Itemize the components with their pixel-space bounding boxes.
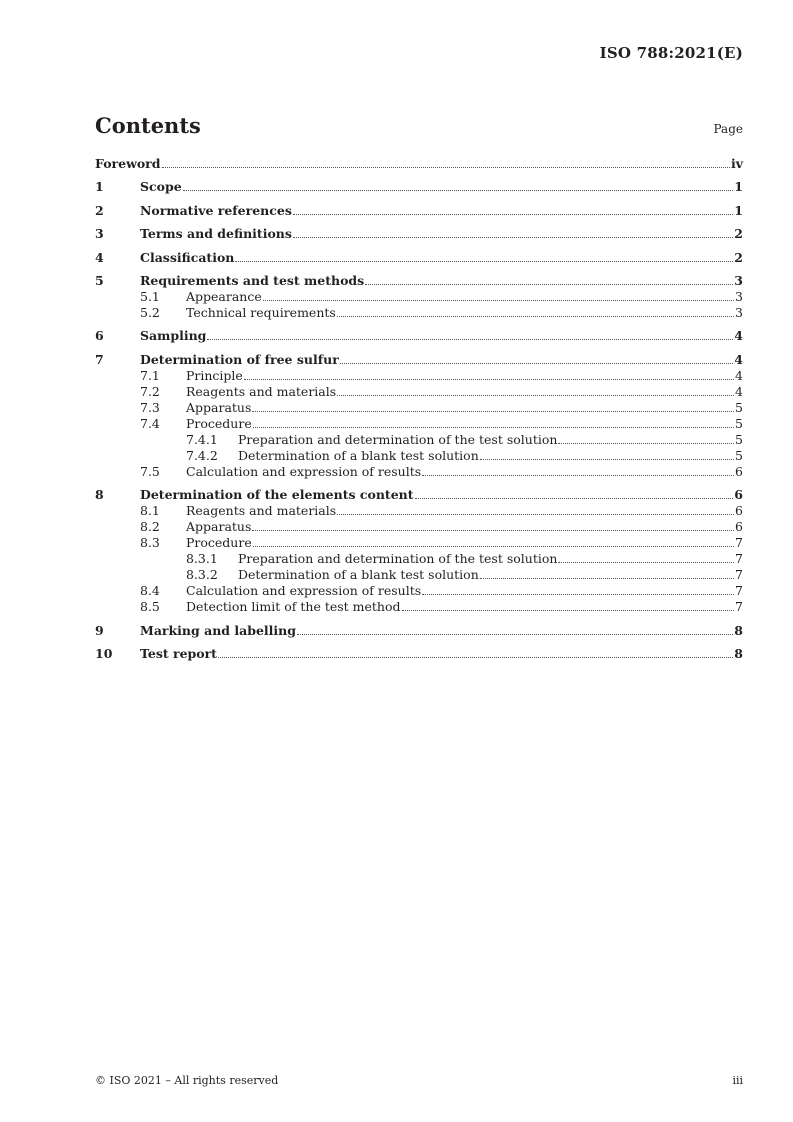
toc-entry-page: 4 bbox=[734, 328, 743, 344]
toc-entry-page: 6 bbox=[735, 503, 743, 519]
toc-entry-number: 7.4.1 bbox=[186, 431, 218, 447]
toc-entry-page: 7 bbox=[735, 599, 743, 615]
toc-dot-leader bbox=[365, 284, 733, 285]
toc-dot-leader bbox=[340, 363, 734, 364]
toc-entry-title: Classification bbox=[140, 249, 235, 265]
toc-entry-page: 7 bbox=[735, 567, 743, 583]
toc-dot-leader bbox=[558, 562, 734, 563]
toc-entry[interactable] bbox=[95, 448, 743, 464]
toc-entry-title: Determination of a blank test solution bbox=[238, 447, 479, 463]
table-of-contents bbox=[95, 156, 743, 662]
toc-entry-title: Reagents and materials bbox=[186, 383, 337, 399]
toc-dot-leader bbox=[252, 411, 734, 412]
toc-entry[interactable] bbox=[95, 551, 743, 567]
toc-dot-leader bbox=[558, 443, 734, 444]
toc-entry[interactable] bbox=[95, 583, 743, 599]
toc-entry-number: 8.3.2 bbox=[186, 567, 218, 583]
toc-entry-page: 1 bbox=[734, 202, 743, 218]
toc-entry[interactable] bbox=[95, 623, 743, 639]
toc-entry-number: 3 bbox=[95, 226, 104, 242]
toc-entry-page: 7 bbox=[735, 551, 743, 567]
toc-entry-number: 8.3.1 bbox=[186, 551, 218, 567]
toc-entry[interactable] bbox=[95, 416, 743, 432]
toc-entry-title: Foreword bbox=[95, 156, 161, 171]
toc-entry-number: 8.4 bbox=[140, 583, 160, 599]
toc-dot-leader bbox=[183, 190, 734, 191]
toc-entry-page: 7 bbox=[735, 583, 743, 599]
toc-entry-number: 7.5 bbox=[140, 463, 160, 479]
toc-entry[interactable] bbox=[95, 368, 743, 384]
toc-entry-page: 2 bbox=[734, 249, 743, 265]
toc-entry-title: Procedure bbox=[186, 535, 252, 551]
toc-entry[interactable] bbox=[95, 487, 743, 503]
toc-entry-page: 1 bbox=[734, 179, 743, 195]
toc-entry-number: 1 bbox=[95, 179, 104, 195]
toc-entry-number: 5.2 bbox=[140, 304, 160, 320]
toc-entry-page: 5 bbox=[735, 447, 743, 463]
toc-entry-number: 5 bbox=[95, 272, 104, 288]
toc-entry-title: Apparatus bbox=[186, 399, 252, 415]
toc-entry-title: Procedure bbox=[186, 415, 252, 431]
toc-entry-page: 3 bbox=[735, 304, 743, 320]
toc-entry-title: Determination of a blank test solution bbox=[238, 567, 479, 583]
toc-entry-number: 4 bbox=[95, 249, 104, 265]
toc-entry-title: Terms and definitions bbox=[140, 226, 292, 242]
toc-dot-leader bbox=[293, 237, 733, 238]
toc-entry-page: 3 bbox=[734, 272, 743, 288]
toc-entry-number: 8.1 bbox=[140, 503, 160, 519]
toc-entry-title: Scope bbox=[140, 179, 182, 195]
toc-entry-number: 8.2 bbox=[140, 519, 160, 535]
toc-entry[interactable] bbox=[95, 567, 743, 583]
contents-title: Contents bbox=[95, 113, 201, 138]
footer-copyright: © ISO 2021 – All rights reserved bbox=[95, 1074, 279, 1087]
toc-entry-page: 6 bbox=[734, 487, 743, 503]
toc-entry[interactable] bbox=[95, 432, 743, 448]
toc-dot-leader bbox=[293, 214, 733, 215]
toc-entry-number: 7.4 bbox=[140, 415, 160, 431]
toc-dot-leader bbox=[162, 167, 730, 168]
toc-entry-title: Detection limit of the test method bbox=[186, 599, 401, 615]
toc-entry-page: 4 bbox=[735, 367, 743, 383]
toc-dot-leader bbox=[337, 316, 734, 317]
toc-entry-number: 8.3 bbox=[140, 535, 160, 551]
toc-entry[interactable] bbox=[95, 352, 743, 368]
toc-entry-page: 6 bbox=[735, 519, 743, 535]
toc-entry-number: 9 bbox=[95, 622, 104, 638]
toc-entry-page: 8 bbox=[734, 645, 743, 661]
page-column-label: Page bbox=[713, 122, 743, 136]
toc-entry-title: Requirements and test methods bbox=[140, 272, 365, 288]
toc-entry-title: Marking and labelling bbox=[140, 622, 297, 638]
toc-entry[interactable] bbox=[95, 599, 743, 615]
toc-entry-number: 6 bbox=[95, 328, 104, 344]
toc-entry-title: Sampling bbox=[140, 328, 207, 344]
toc-dot-leader bbox=[218, 657, 733, 658]
toc-entry[interactable] bbox=[95, 305, 743, 321]
toc-entry[interactable] bbox=[95, 250, 743, 266]
toc-dot-leader bbox=[244, 379, 734, 380]
toc-entry-page: 7 bbox=[735, 535, 743, 551]
toc-entry-title: Determination of the elements content bbox=[140, 487, 414, 503]
toc-entry[interactable] bbox=[95, 273, 743, 289]
toc-entry-title: Test report bbox=[140, 645, 217, 661]
toc-entry-title: Reagents and materials bbox=[186, 503, 337, 519]
toc-entry-title: Calculation and expression of results bbox=[186, 463, 422, 479]
footer-page-number: iii bbox=[732, 1074, 743, 1087]
toc-dot-leader bbox=[252, 530, 734, 531]
toc-entry[interactable] bbox=[95, 519, 743, 535]
toc-entry-title: Preparation and determination of the test solution bbox=[238, 551, 558, 567]
toc-entry-page: 8 bbox=[734, 622, 743, 638]
toc-dot-leader bbox=[422, 475, 734, 476]
toc-entry-page: 2 bbox=[734, 226, 743, 242]
toc-entry[interactable] bbox=[95, 384, 743, 400]
toc-entry-number: 7 bbox=[95, 351, 104, 367]
toc-entry[interactable] bbox=[95, 328, 743, 344]
toc-dot-leader bbox=[480, 459, 734, 460]
toc-entry-number: 7.3 bbox=[140, 399, 160, 415]
toc-entry-number: 10 bbox=[95, 645, 113, 661]
toc-entry-page: 5 bbox=[735, 415, 743, 431]
toc-entry-title: Appearance bbox=[186, 288, 262, 304]
toc-entry-title: Technical requirements bbox=[186, 304, 336, 320]
toc-dot-leader bbox=[253, 427, 734, 428]
toc-entry-number: 8 bbox=[95, 487, 104, 503]
toc-entry-page: 4 bbox=[734, 351, 743, 367]
toc-entry[interactable] bbox=[95, 646, 743, 662]
toc-dot-leader bbox=[207, 339, 733, 340]
toc-entry-number: 7.2 bbox=[140, 383, 160, 399]
toc-entry[interactable] bbox=[95, 400, 743, 416]
toc-entry[interactable] bbox=[95, 156, 743, 172]
toc-entry-page: 6 bbox=[735, 463, 743, 479]
toc-entry-title: Principle bbox=[186, 367, 243, 383]
toc-entry-page: 5 bbox=[735, 431, 743, 447]
toc-entry[interactable] bbox=[95, 535, 743, 551]
contents-header bbox=[95, 112, 743, 138]
toc-dot-leader bbox=[415, 498, 734, 499]
toc-dot-leader bbox=[337, 514, 734, 515]
toc-dot-leader bbox=[263, 300, 734, 301]
toc-entry-title: Preparation and determination of the test solution bbox=[238, 431, 558, 447]
toc-entry-number: 8.5 bbox=[140, 599, 160, 615]
toc-entry-page: iv bbox=[730, 156, 743, 171]
toc-entry-page: 4 bbox=[735, 383, 743, 399]
toc-entry[interactable] bbox=[95, 289, 743, 305]
toc-dot-leader bbox=[422, 594, 734, 595]
toc-entry[interactable] bbox=[95, 503, 743, 519]
toc-dot-leader bbox=[480, 578, 734, 579]
toc-dot-leader bbox=[402, 610, 735, 611]
toc-entry-title: Apparatus bbox=[186, 519, 252, 535]
toc-entry[interactable] bbox=[95, 179, 743, 195]
toc-dot-leader bbox=[297, 634, 733, 635]
toc-entry[interactable] bbox=[95, 464, 743, 480]
toc-dot-leader bbox=[337, 395, 734, 396]
toc-entry-number: 7.1 bbox=[140, 367, 160, 383]
toc-entry-page: 3 bbox=[735, 288, 743, 304]
toc-dot-leader bbox=[235, 261, 733, 262]
toc-entry-title: Calculation and expression of results bbox=[186, 583, 422, 599]
toc-entry-number: 7.4.2 bbox=[186, 447, 218, 463]
toc-entry-number: 5.1 bbox=[140, 288, 160, 304]
document-id: ISO 788:2021(E) bbox=[599, 44, 743, 62]
toc-dot-leader bbox=[253, 546, 734, 547]
toc-entry[interactable] bbox=[95, 203, 743, 219]
toc-entry-title: Normative references bbox=[140, 202, 292, 218]
toc-entry-title: Determination of free sulfur bbox=[140, 351, 339, 367]
toc-entry-page: 5 bbox=[735, 399, 743, 415]
toc-entry[interactable] bbox=[95, 226, 743, 242]
toc-entry-number: 2 bbox=[95, 202, 104, 218]
